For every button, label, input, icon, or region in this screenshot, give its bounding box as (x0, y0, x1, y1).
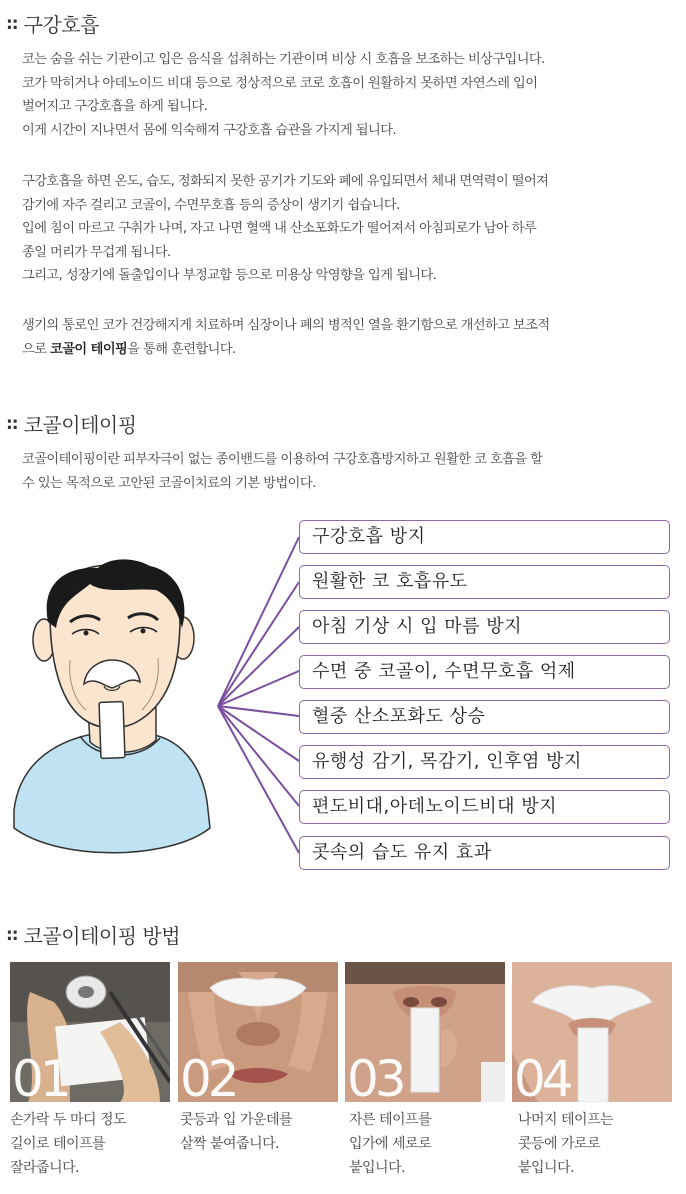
text-line: 이게 시간이 지나면서 몸에 익숙해져 구강호흡 습관을 가지게 됩니다. (22, 122, 397, 138)
text-line: 벌어지고 구강호흡을 하게 됩니다. (22, 99, 208, 115)
connector-lines (218, 537, 299, 853)
text-line (22, 338, 682, 362)
step-caption-3 (349, 1108, 509, 1180)
section-title-text: 코골이테이핑 (23, 413, 137, 437)
step-number: 02 (180, 1050, 236, 1102)
benefit-label: 콧속의 습도 유지 효과 (312, 842, 492, 863)
closing-bold-term: 코골이 테이핑 (50, 341, 128, 357)
caption-line: 입가에 세로로 (349, 1136, 432, 1152)
benefit-box (299, 610, 670, 644)
mouth-breathing-paragraph-2 (22, 170, 682, 288)
caption-line: 붙입니다. (518, 1160, 575, 1176)
step-number: 01 (12, 1050, 68, 1102)
benefit-label: 수면 중 코골이, 수면무호흡 억제 (312, 661, 576, 682)
step-photo-3 (345, 962, 505, 1102)
benefit-box (299, 790, 670, 824)
benefit-box (299, 745, 670, 779)
benefit-box (299, 836, 670, 870)
caption-line: 붙입니다. (349, 1160, 406, 1176)
benefit-label: 아침 기상 시 입 마름 방지 (312, 616, 522, 637)
section-marker: :: (6, 924, 18, 945)
text-line: 그리고, 성장기에 돌출입이나 부정교합 등으로 미용상 악영향을 입게 됩니다. (22, 268, 437, 284)
caption-line: 콧등에 가로로 (518, 1136, 601, 1152)
caption-line: 자른 테이프를 (349, 1112, 432, 1128)
step-photo-1 (10, 962, 170, 1102)
closing-post: 을 통해 훈련합니다. (127, 341, 236, 357)
mouth-breathing-closing (22, 314, 682, 361)
section-title-mouth-breathing (6, 9, 99, 38)
text-line: 감기에 자주 걸리고 코골이, 수면무호흡 등의 증상이 생기기 쉽습니다. (22, 197, 400, 213)
benefit-label: 원활한 코 호흡유도 (312, 571, 468, 592)
text-line: 구강호흡을 하면 온도, 습도, 정화되지 못한 공기가 기도와 폐에 유입되면서 체내 면역력이 떨어져 (22, 174, 549, 189)
benefits-diagram (0, 510, 686, 880)
step-photo-4 (512, 962, 672, 1102)
section-title-text: 구강호흡 (23, 13, 99, 37)
section-marker: :: (6, 413, 18, 434)
step-caption-4 (518, 1108, 678, 1180)
benefit-label: 구강호흡 방지 (312, 526, 426, 547)
text-line: 수 있는 목적으로 고안된 코골이치료의 기본 방법이다. (22, 475, 316, 491)
benefit-box (299, 655, 670, 689)
caption-line: 잘라줍니다. (10, 1160, 80, 1176)
benefit-label: 유행성 감기, 목감기, 인후염 방지 (312, 751, 582, 772)
step-number: 04 (514, 1050, 570, 1102)
caption-line: 콧등과 입 가운데를 (180, 1112, 293, 1128)
benefit-box (299, 565, 670, 599)
section-title-text: 코골이테이핑 방법 (23, 924, 181, 948)
text-line: 생기의 통로인 코가 건강해지게 치료하며 심장이나 폐의 병적인 열을 환기함으로 개선하고 보조적 (22, 318, 550, 333)
benefit-label: 편도비대,아데노이드비대 방지 (312, 796, 557, 817)
benefit-box (299, 700, 670, 734)
caption-line: 살짝 붙여줍니다. (180, 1136, 280, 1152)
text-line: 입에 침이 마르고 구취가 나며, 자고 나면 혈액 내 산소포화도가 떨어져서 아침피로가 남아 하루 (22, 221, 537, 237)
text-line: 코는 숨을 쉬는 기관이고 입은 음식을 섭취하는 기관이며 비상 시 호흡을 보조하는 비상구입니다. (22, 52, 545, 67)
text-line: 코가 막히거나 아데노이드 비대 등으로 정상적으로 코로 호흡이 원활하지 못하면 자연스레 입이 (22, 75, 538, 91)
section-title-snoring-taping (6, 409, 137, 438)
caption-line: 손가락 두 마디 정도 (10, 1112, 127, 1128)
caption-line: 나머지 테이프는 (518, 1112, 614, 1128)
step-photo-2 (178, 962, 338, 1102)
step-number: 03 (347, 1050, 403, 1102)
section-marker: :: (6, 13, 18, 34)
caption-line: 길이로 테이프를 (10, 1136, 106, 1152)
text-line: 코골이테이핑이란 피부자극이 없는 종이밴드를 이용하여 구강호흡방지하고 원활한 코 호흡을 할 (22, 452, 543, 467)
section-title-taping-method (6, 920, 180, 949)
benefit-label: 혈중 산소포화도 상승 (312, 706, 486, 727)
taping-description (22, 448, 682, 495)
closing-pre: 으로 (22, 341, 51, 357)
step-caption-2 (180, 1108, 340, 1156)
mouth-breathing-paragraph-1 (22, 48, 682, 142)
step-caption-1 (10, 1108, 170, 1180)
text-line: 종일 머리가 무겁게 됩니다. (22, 244, 171, 260)
benefit-box (299, 520, 670, 554)
